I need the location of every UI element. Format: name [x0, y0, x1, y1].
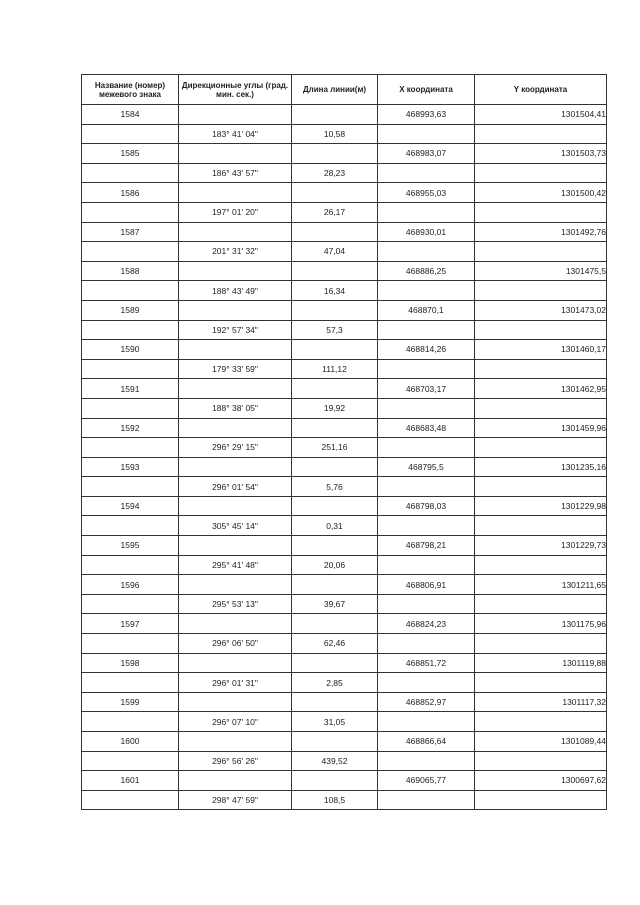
line-length-cell: 439,52 — [292, 751, 378, 771]
table-row-point — [82, 300, 607, 320]
direction-angle-cell: 186° 43' 57" — [179, 163, 292, 183]
direction-angle-cell — [179, 771, 292, 791]
y-coordinate-cell — [475, 124, 607, 144]
y-coordinate-cell — [475, 594, 607, 614]
direction-angle-cell: 192° 57' 34" — [179, 320, 292, 340]
mark-name-cell — [82, 163, 179, 183]
mark-name-cell — [82, 320, 179, 340]
direction-angle-cell: 197° 01' 20" — [179, 202, 292, 222]
x-coordinate-cell: 468703,17 — [378, 379, 475, 399]
line-length-cell: 0,31 — [292, 516, 378, 536]
mark-name-cell — [82, 438, 179, 458]
table-row-segment — [82, 634, 607, 654]
x-coordinate-cell — [378, 163, 475, 183]
y-coordinate-cell — [475, 516, 607, 536]
mark-name-cell: 1592 — [82, 418, 179, 438]
table-row-point — [82, 222, 607, 242]
mark-name-cell: 1596 — [82, 575, 179, 595]
table-row-segment — [82, 751, 607, 771]
line-length-cell — [292, 575, 378, 595]
direction-angle-cell: 305° 45' 14" — [179, 516, 292, 536]
direction-angle-cell — [179, 418, 292, 438]
mark-name-cell — [82, 751, 179, 771]
mark-name-cell: 1597 — [82, 614, 179, 634]
y-coordinate-cell: 1301500,42 — [475, 183, 607, 203]
x-coordinate-cell: 468798,03 — [378, 496, 475, 516]
y-coordinate-cell — [475, 634, 607, 654]
table-row-point — [82, 771, 607, 791]
direction-angle-cell: 295° 53' 13" — [179, 594, 292, 614]
y-coordinate-cell — [475, 712, 607, 732]
line-length-cell: 62,46 — [292, 634, 378, 654]
direction-angle-cell — [179, 105, 292, 125]
line-length-cell: 26,17 — [292, 202, 378, 222]
table-row-segment — [82, 124, 607, 144]
mark-name-cell: 1601 — [82, 771, 179, 791]
x-coordinate-cell — [378, 634, 475, 654]
table-row-point — [82, 105, 607, 125]
y-coordinate-cell: 1301492,76 — [475, 222, 607, 242]
table-row-point — [82, 144, 607, 164]
table-row-segment — [82, 202, 607, 222]
line-length-cell: 2,85 — [292, 673, 378, 693]
direction-angle-cell: 296° 56' 26" — [179, 751, 292, 771]
y-coordinate-cell: 1300697,62 — [475, 771, 607, 791]
mark-name-cell — [82, 477, 179, 497]
line-length-cell — [292, 771, 378, 791]
line-length-cell — [292, 457, 378, 477]
direction-angle-cell: 188° 43' 49" — [179, 281, 292, 301]
y-coordinate-cell: 1301089,44 — [475, 732, 607, 752]
y-coordinate-cell: 1301462,95 — [475, 379, 607, 399]
y-coordinate-cell: 1301235,16 — [475, 457, 607, 477]
x-coordinate-cell: 468983,07 — [378, 144, 475, 164]
table-row-segment — [82, 438, 607, 458]
x-coordinate-cell — [378, 398, 475, 418]
line-length-cell: 31,05 — [292, 712, 378, 732]
table-row-segment — [82, 359, 607, 379]
table-row-point — [82, 614, 607, 634]
x-coordinate-cell: 468798,21 — [378, 536, 475, 556]
x-coordinate-cell — [378, 281, 475, 301]
direction-angle-cell — [179, 457, 292, 477]
line-length-cell — [292, 105, 378, 125]
table-row-point — [82, 261, 607, 281]
direction-angle-cell: 179° 33' 59" — [179, 359, 292, 379]
direction-angle-cell — [179, 222, 292, 242]
y-coordinate-cell — [475, 359, 607, 379]
direction-angle-cell — [179, 614, 292, 634]
mark-name-cell: 1584 — [82, 105, 179, 125]
x-coordinate-cell: 469065,77 — [378, 771, 475, 791]
x-coordinate-cell — [378, 124, 475, 144]
y-coordinate-cell — [475, 398, 607, 418]
direction-angle-cell: 201° 31' 32" — [179, 242, 292, 262]
y-coordinate-cell — [475, 202, 607, 222]
table-body — [82, 105, 607, 810]
y-coordinate-cell: 1301503,73 — [475, 144, 607, 164]
line-length-cell: 28,23 — [292, 163, 378, 183]
mark-name-cell — [82, 555, 179, 575]
direction-angle-cell — [179, 300, 292, 320]
boundary-coordinates-table — [81, 74, 607, 810]
y-coordinate-cell: 1301459,96 — [475, 418, 607, 438]
x-coordinate-cell — [378, 555, 475, 575]
table-row-point — [82, 418, 607, 438]
line-length-cell — [292, 379, 378, 399]
table-row-point — [82, 340, 607, 360]
y-coordinate-cell — [475, 163, 607, 183]
table-row-point — [82, 732, 607, 752]
table-row-segment — [82, 320, 607, 340]
mark-name-cell — [82, 281, 179, 301]
direction-angle-cell: 296° 01' 54" — [179, 477, 292, 497]
table-header-row — [82, 75, 607, 105]
y-coordinate-cell: 1301229,98 — [475, 496, 607, 516]
mark-name-cell: 1594 — [82, 496, 179, 516]
y-coordinate-cell — [475, 242, 607, 262]
y-coordinate-cell — [475, 555, 607, 575]
direction-angle-cell — [179, 379, 292, 399]
line-length-cell: 10,58 — [292, 124, 378, 144]
direction-angle-cell — [179, 732, 292, 752]
line-length-cell — [292, 692, 378, 712]
direction-angle-cell — [179, 496, 292, 516]
table-row-segment — [82, 281, 607, 301]
y-coordinate-cell — [475, 281, 607, 301]
x-coordinate-cell: 468683,48 — [378, 418, 475, 438]
table-row-point — [82, 183, 607, 203]
direction-angle-cell — [179, 653, 292, 673]
header-mark-name: Название (номер) межевого знака — [82, 75, 179, 105]
x-coordinate-cell: 468852,97 — [378, 692, 475, 712]
line-length-cell — [292, 144, 378, 164]
table-row-segment — [82, 555, 607, 575]
line-length-cell: 5,76 — [292, 477, 378, 497]
table-row-segment — [82, 398, 607, 418]
table-row-point — [82, 575, 607, 595]
line-length-cell: 19,92 — [292, 398, 378, 418]
header-y-coordinate: Y координата — [475, 75, 607, 105]
line-length-cell: 57,3 — [292, 320, 378, 340]
direction-angle-cell: 296° 29' 15" — [179, 438, 292, 458]
y-coordinate-cell — [475, 320, 607, 340]
mark-name-cell — [82, 516, 179, 536]
x-coordinate-cell — [378, 242, 475, 262]
direction-angle-cell: 183° 41' 04" — [179, 124, 292, 144]
x-coordinate-cell — [378, 790, 475, 810]
x-coordinate-cell — [378, 359, 475, 379]
x-coordinate-cell: 468870,1 — [378, 300, 475, 320]
table-row-segment — [82, 673, 607, 693]
header-x-coordinate: X координата — [378, 75, 475, 105]
y-coordinate-cell: 1301211,65 — [475, 575, 607, 595]
mark-name-cell: 1587 — [82, 222, 179, 242]
x-coordinate-cell: 468824,23 — [378, 614, 475, 634]
x-coordinate-cell: 468806,91 — [378, 575, 475, 595]
mark-name-cell: 1598 — [82, 653, 179, 673]
y-coordinate-cell: 1301460,17 — [475, 340, 607, 360]
table-row-segment — [82, 516, 607, 536]
table-row-segment — [82, 242, 607, 262]
x-coordinate-cell — [378, 594, 475, 614]
line-length-cell: 108,5 — [292, 790, 378, 810]
line-length-cell: 20,06 — [292, 555, 378, 575]
direction-angle-cell: 188° 38' 05" — [179, 398, 292, 418]
mark-name-cell: 1595 — [82, 536, 179, 556]
line-length-cell — [292, 732, 378, 752]
line-length-cell — [292, 300, 378, 320]
table-row-segment — [82, 712, 607, 732]
direction-angle-cell — [179, 575, 292, 595]
line-length-cell — [292, 496, 378, 516]
x-coordinate-cell: 468795,5 — [378, 457, 475, 477]
header-direction-angles: Дирекционные углы (град. мин. сек.) — [179, 75, 292, 105]
x-coordinate-cell: 468955,03 — [378, 183, 475, 203]
mark-name-cell — [82, 790, 179, 810]
mark-name-cell: 1593 — [82, 457, 179, 477]
x-coordinate-cell: 468866,64 — [378, 732, 475, 752]
line-length-cell: 16,34 — [292, 281, 378, 301]
x-coordinate-cell — [378, 320, 475, 340]
direction-angle-cell: 296° 06' 50" — [179, 634, 292, 654]
y-coordinate-cell — [475, 751, 607, 771]
table-row-point — [82, 536, 607, 556]
x-coordinate-cell — [378, 712, 475, 732]
mark-name-cell — [82, 712, 179, 732]
mark-name-cell — [82, 359, 179, 379]
y-coordinate-cell: 1301475,5 — [475, 261, 607, 281]
x-coordinate-cell — [378, 516, 475, 536]
mark-name-cell — [82, 594, 179, 614]
line-length-cell — [292, 536, 378, 556]
line-length-cell — [292, 222, 378, 242]
line-length-cell — [292, 653, 378, 673]
table-row-point — [82, 496, 607, 516]
mark-name-cell: 1591 — [82, 379, 179, 399]
y-coordinate-cell: 1301504,41 — [475, 105, 607, 125]
table-row-segment — [82, 594, 607, 614]
x-coordinate-cell: 468851,72 — [378, 653, 475, 673]
y-coordinate-cell — [475, 673, 607, 693]
mark-name-cell — [82, 242, 179, 262]
x-coordinate-cell — [378, 202, 475, 222]
y-coordinate-cell: 1301473,02 — [475, 300, 607, 320]
direction-angle-cell — [179, 536, 292, 556]
line-length-cell — [292, 614, 378, 634]
line-length-cell: 39,67 — [292, 594, 378, 614]
direction-angle-cell — [179, 183, 292, 203]
mark-name-cell: 1588 — [82, 261, 179, 281]
x-coordinate-cell: 468814,26 — [378, 340, 475, 360]
mark-name-cell: 1600 — [82, 732, 179, 752]
x-coordinate-cell: 468930,01 — [378, 222, 475, 242]
line-length-cell — [292, 261, 378, 281]
y-coordinate-cell — [475, 477, 607, 497]
y-coordinate-cell — [475, 438, 607, 458]
y-coordinate-cell: 1301117,32 — [475, 692, 607, 712]
mark-name-cell — [82, 398, 179, 418]
direction-angle-cell — [179, 144, 292, 164]
table-row-point — [82, 457, 607, 477]
direction-angle-cell — [179, 340, 292, 360]
header-line-length: Длина линии(м) — [292, 75, 378, 105]
mark-name-cell: 1589 — [82, 300, 179, 320]
mark-name-cell — [82, 634, 179, 654]
mark-name-cell — [82, 673, 179, 693]
y-coordinate-cell — [475, 790, 607, 810]
line-length-cell: 111,12 — [292, 359, 378, 379]
table-row-segment — [82, 477, 607, 497]
mark-name-cell — [82, 202, 179, 222]
line-length-cell: 251,16 — [292, 438, 378, 458]
y-coordinate-cell: 1301175,96 — [475, 614, 607, 634]
line-length-cell — [292, 183, 378, 203]
x-coordinate-cell — [378, 751, 475, 771]
x-coordinate-cell — [378, 438, 475, 458]
mark-name-cell — [82, 124, 179, 144]
direction-angle-cell — [179, 261, 292, 281]
direction-angle-cell: 296° 07' 10" — [179, 712, 292, 732]
x-coordinate-cell — [378, 673, 475, 693]
mark-name-cell: 1590 — [82, 340, 179, 360]
mark-name-cell: 1586 — [82, 183, 179, 203]
x-coordinate-cell: 468886,25 — [378, 261, 475, 281]
line-length-cell: 47,04 — [292, 242, 378, 262]
x-coordinate-cell: 468993,63 — [378, 105, 475, 125]
mark-name-cell: 1599 — [82, 692, 179, 712]
direction-angle-cell: 295° 41' 48" — [179, 555, 292, 575]
y-coordinate-cell: 1301119,88 — [475, 653, 607, 673]
direction-angle-cell — [179, 692, 292, 712]
y-coordinate-cell: 1301229,73 — [475, 536, 607, 556]
table-row-point — [82, 692, 607, 712]
direction-angle-cell: 296° 01' 31" — [179, 673, 292, 693]
direction-angle-cell: 298° 47' 59" — [179, 790, 292, 810]
mark-name-cell: 1585 — [82, 144, 179, 164]
table-row-point — [82, 653, 607, 673]
table-row-segment — [82, 163, 607, 183]
line-length-cell — [292, 418, 378, 438]
line-length-cell — [292, 340, 378, 360]
x-coordinate-cell — [378, 477, 475, 497]
table-row-point — [82, 379, 607, 399]
table-row-segment — [82, 790, 607, 810]
